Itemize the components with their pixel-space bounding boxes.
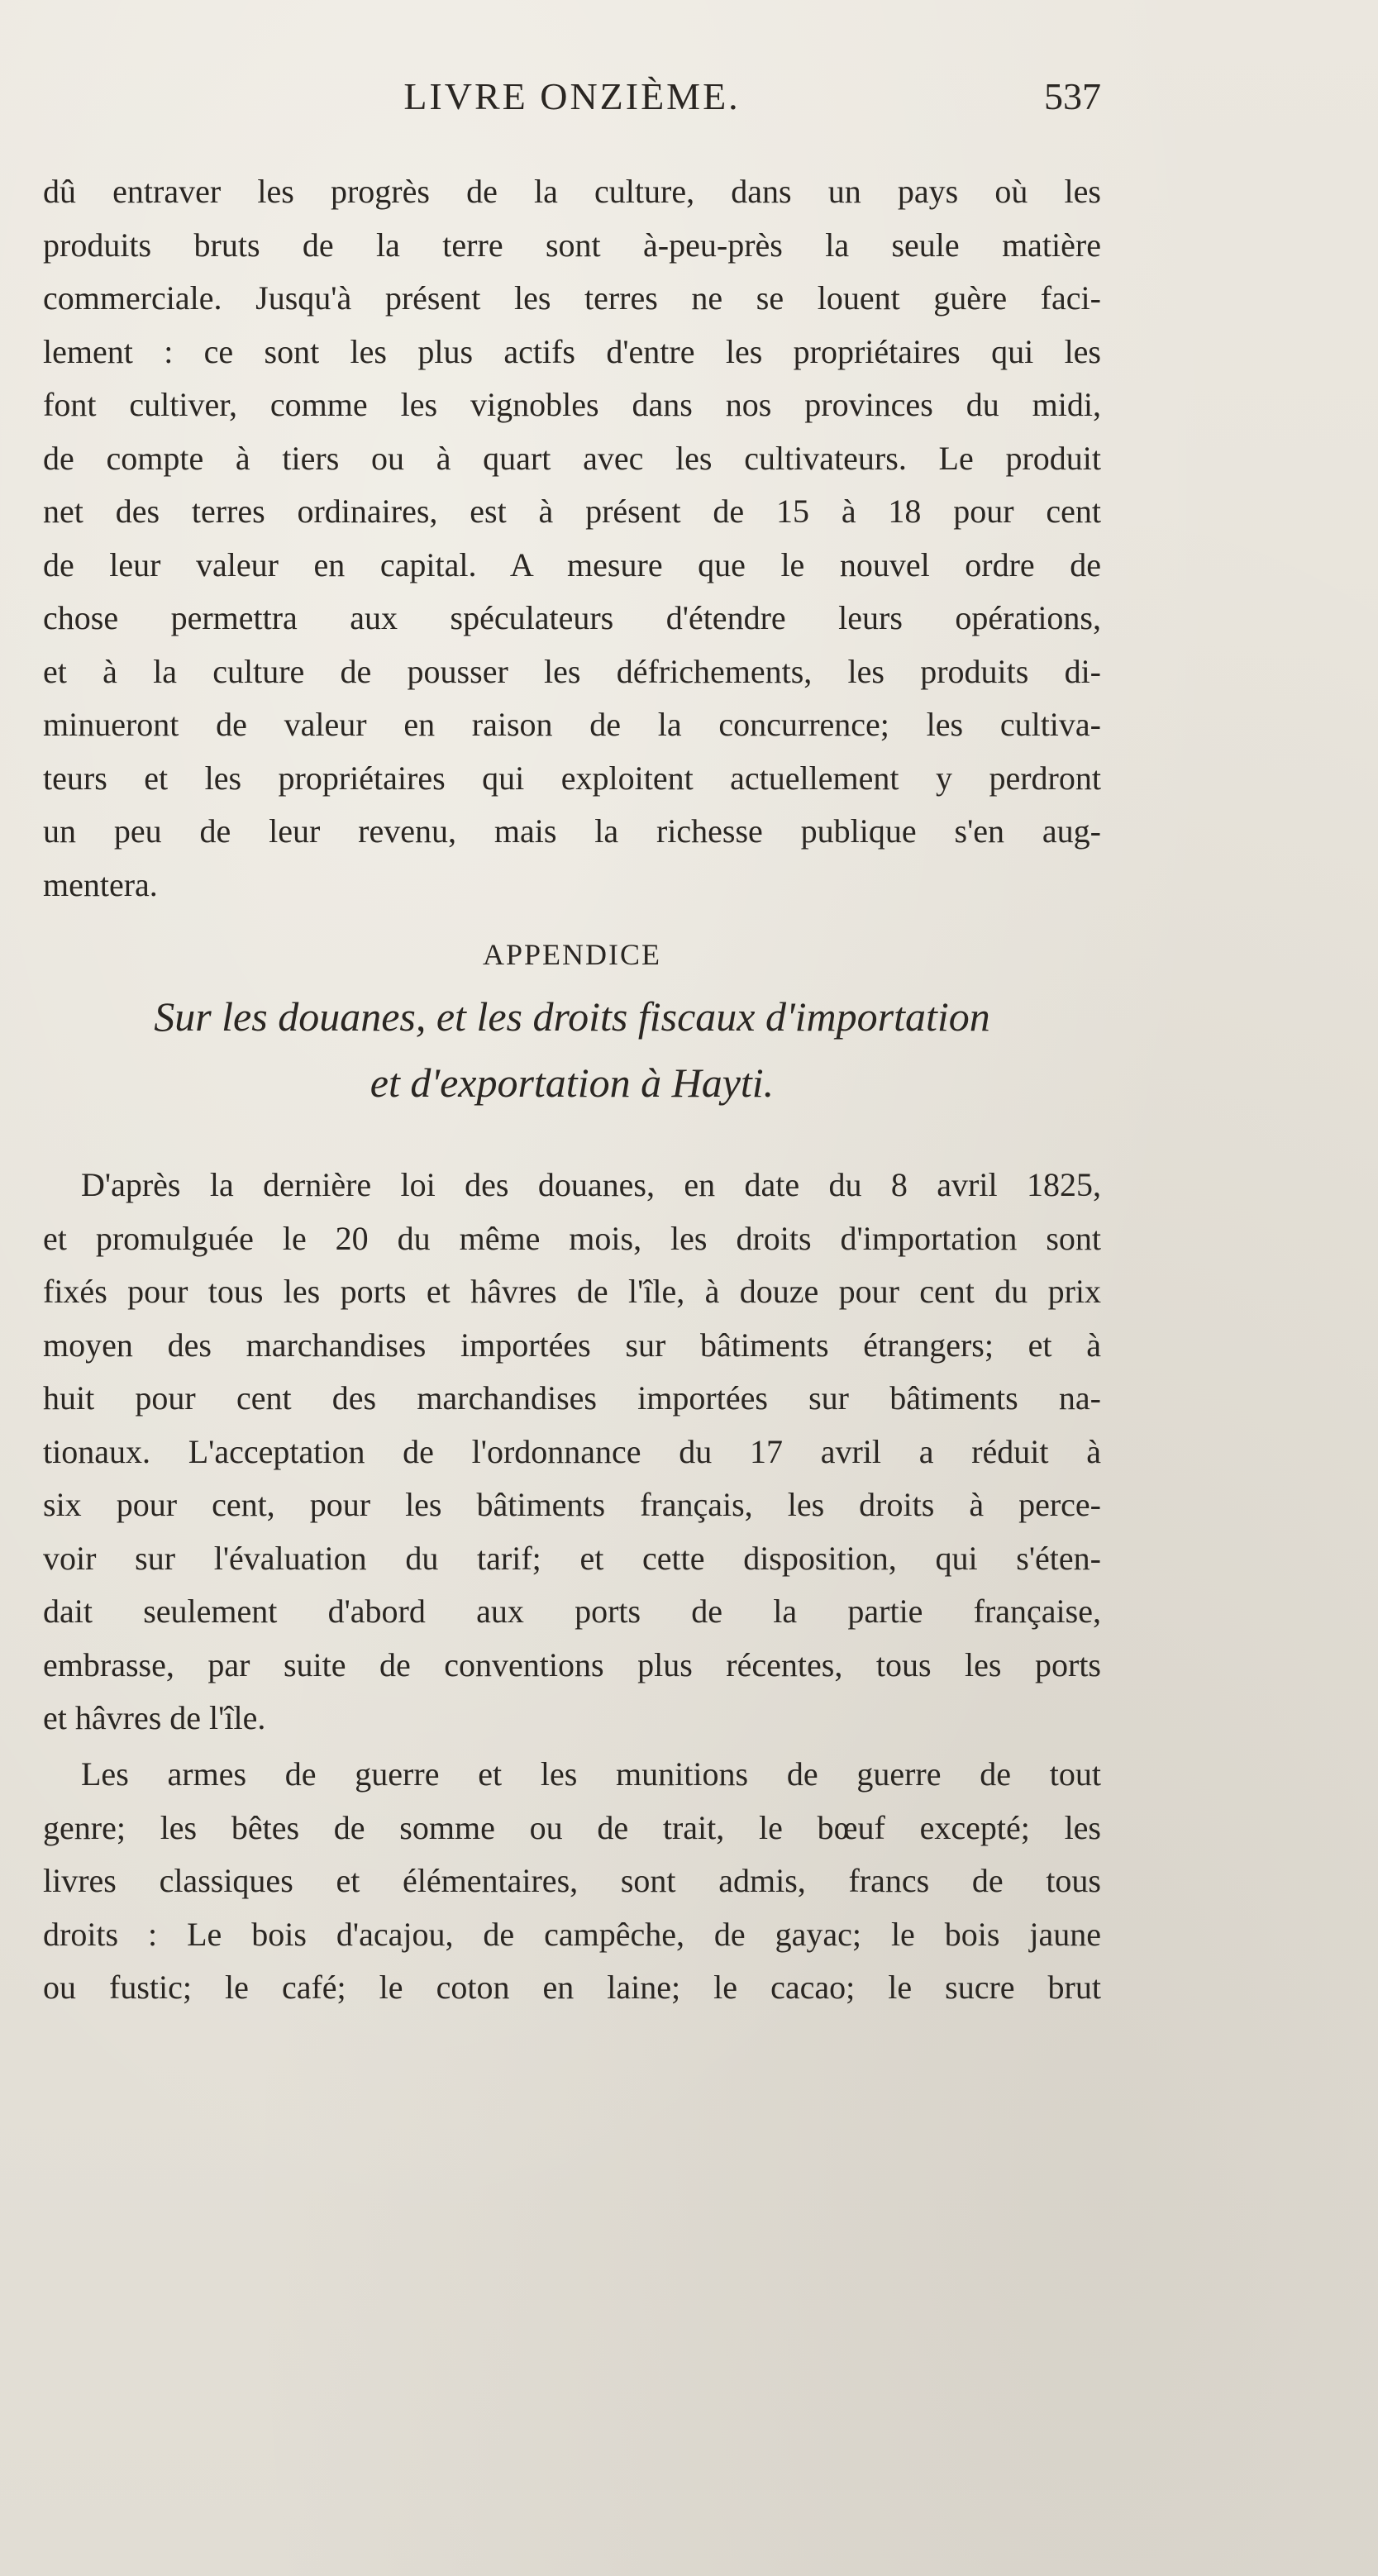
text-line: commerciale. Jusqu'à présent les terres ne se louent guère faci- [43,279,1101,317]
text-line: minueront de valeur en raison de la concurrence; les cultiva- [43,706,1101,743]
paragraph-1 [43,165,1101,912]
text-line: livres classiques et élémentaires, sont admis, francs de tous [43,1862,1101,1899]
text-line: moyen des marchandises importées sur bâtiments étrangers; et à [43,1326,1101,1364]
text-line: D'après la dernière loi des douanes, en date du 8 avril 1825, [81,1166,1101,1203]
text-line: genre; les bêtes de somme ou de trait, le bœuf excepté; les [43,1808,1101,1846]
text-line: chose permettra aux spéculateurs d'étendre leurs opérations, [43,599,1101,636]
text-line: produits bruts de la terre sont à-peu-près la seule matière [43,226,1101,264]
text-line: dait seulement d'abord aux ports de la partie française, [43,1593,1101,1630]
text-line: voir sur l'évaluation du tarif; et cette disposition, qui s'éten- [43,1539,1101,1577]
text-line: font cultiver, comme les vignobles dans nos provinces du midi, [43,386,1101,423]
text-line: droits : Le bois d'acajou, de campêche, de gayac; le bois jaune [43,1915,1101,1953]
text-line: fixés pour tous les ports et hâvres de l'île, à douze pour cent du prix [43,1273,1101,1310]
text-line: tionaux. L'acceptation de l'ordonnance du 17 avril a réduit à [43,1432,1101,1470]
text-line: et à la culture de pousser les défrichements, les produits di- [43,652,1101,690]
running-title: LIVRE ONZIÈME. [403,75,741,117]
text-line: Les armes de guerre et les munitions de guerre de tout [81,1755,1101,1793]
page-number: 537 [1044,75,1101,117]
text-line: ou fustic; le café; le coton en laine; le cacao; le sucre brut [43,1969,1101,2006]
text-line: huit pour cent des marchandises importées sur bâtiments na- [43,1379,1101,1417]
appendix-subtitle-line-1: Sur les douanes, et les droits fiscaux d'importation [154,993,990,1040]
appendix-heading [43,926,1101,1116]
appendix-subtitle-line-2: et d'exportation à Hayti. [370,1059,775,1106]
text-line: de leur valeur en capital. A mesure que le nouvel ordre de [43,545,1101,583]
paragraph-3 [43,1748,1101,2015]
text-line: six pour cent, pour les bâtiments français, les droits à perce- [43,1486,1101,1523]
text-line: et hâvres de l'île. [43,1699,266,1736]
text-line: net des terres ordinaires, est à présent de 15 à 18 pour cent [43,493,1101,530]
text-line: teurs et les propriétaires qui exploitent actuellement y perdront [43,759,1101,797]
text-line: dû entraver les progrès de la culture, dans un pays où les [43,173,1101,210]
text-line: et promulguée le 20 du même mois, les droits d'importation sont [43,1219,1101,1257]
text-line: embrasse, par suite de conventions plus récentes, tous les ports [43,1645,1101,1683]
text-line: un peu de leur revenu, mais la richesse publique s'en aug- [43,812,1101,850]
page-header [43,74,1101,140]
text-line: mentera. [43,865,158,903]
paragraph-2 [43,1159,1101,1745]
text-line: de compte à tiers ou à quart avec les cultivateurs. Le produit [43,439,1101,477]
text-line: lement : ce sont les plus actifs d'entre les propriétaires qui les [43,332,1101,370]
appendix-title: APPENDICE [482,938,662,971]
